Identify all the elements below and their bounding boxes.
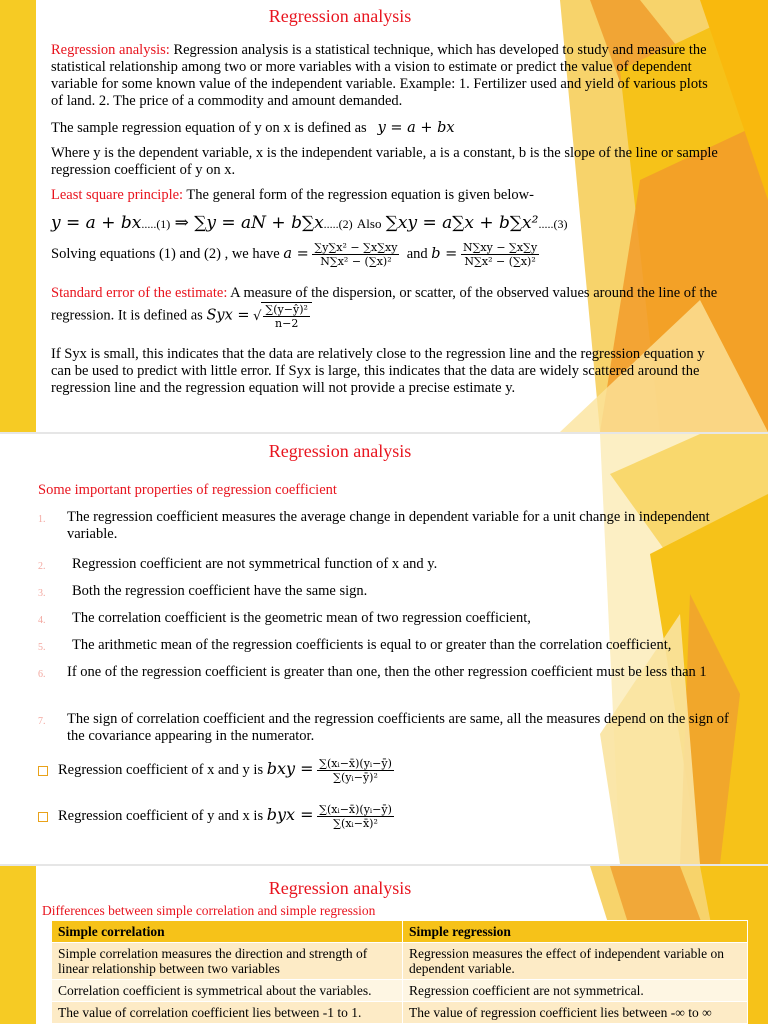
syx-denominator: n−2 bbox=[275, 317, 299, 330]
syx-lhs: Syx = bbox=[206, 307, 250, 324]
b-lhs: b = bbox=[431, 245, 458, 262]
list-item-number: 2. bbox=[38, 561, 46, 572]
slide-1 bbox=[0, 0, 768, 432]
standard-error-label: Standard error of the estimate: bbox=[51, 285, 228, 301]
a-denominator: N∑x² − (∑x)² bbox=[320, 255, 392, 268]
closing-paragraph: If Syx is small, this indicates that the data are relatively close to the regression line and the regression equation y can be used to predict with little error. If Syx is large, this indicates that the data are widely scattered around the regression line and the regression equation will not provide a precise estimate y. bbox=[51, 346, 705, 396]
checkbox-bullet-icon bbox=[38, 812, 48, 822]
list-item-text: The arithmetic mean of the regression coefficients is equal to or greater than the correlation coefficient, bbox=[72, 637, 672, 653]
b-numerator: N∑xy − ∑x∑y bbox=[462, 241, 538, 254]
intro-label: Regression analysis: bbox=[51, 42, 170, 58]
bxy-line bbox=[38, 757, 538, 784]
least-square-label: Least square principle: bbox=[51, 187, 184, 203]
byx-fraction bbox=[317, 803, 394, 830]
bxy-numerator: ∑(xᵢ−x̄)(yᵢ−ȳ) bbox=[319, 757, 392, 770]
b-fraction bbox=[461, 241, 539, 268]
solution-line bbox=[51, 241, 741, 268]
bxy-text: Regression coefficient of x and y is bbox=[58, 761, 264, 778]
list-item-text: If one of the regression coefficient is greater than one, then the other regression coefficient must be less than 1 bbox=[67, 664, 707, 680]
standard-error-paragraph bbox=[51, 285, 726, 330]
slide-title: Regression analysis bbox=[268, 878, 412, 898]
and-text: and bbox=[406, 245, 428, 262]
bxy-fraction bbox=[317, 757, 394, 784]
intro-text: Regression analysis is a statistical technique, which has developed to study and measure the statistical relationship among two or more variables with a vision to estimate or predict the value of dependent variable for some known value of the independent variable. Example: 1. Fertilizer used and yield of various plots of land. 2. The price of a commodity and amount demanded. bbox=[51, 42, 708, 109]
list-item-number: 4. bbox=[38, 615, 46, 626]
properties-list bbox=[36, 509, 736, 749]
equation-3-tag: .....(3) bbox=[538, 217, 568, 231]
slide-3 bbox=[0, 866, 768, 1024]
standard-error-text: A measure of the dispersion, or scatter, of the observed values around the line of the regression. It is defined as bbox=[51, 285, 718, 324]
table-row bbox=[52, 943, 748, 980]
equation-2-tag: .....(2) bbox=[323, 217, 353, 231]
table-cell: Regression measures the effect of independent variable on dependent variable. bbox=[403, 943, 748, 980]
equation-1: y = a + bx bbox=[51, 213, 142, 233]
bxy-denominator: ∑(yᵢ−ȳ)² bbox=[333, 771, 378, 784]
list-item-text: Both the regression coefficient have the same sign. bbox=[72, 583, 368, 599]
a-numerator: ∑y∑x² − ∑x∑xy bbox=[314, 241, 398, 254]
also-text: Also bbox=[356, 216, 382, 231]
list-item-number: 6. bbox=[38, 669, 46, 680]
normal-equations bbox=[51, 212, 731, 235]
byx-text: Regression coefficient of y and x is bbox=[58, 807, 264, 824]
where-paragraph: Where y is the dependent variable, x is the independent variable, a is a constant, b is the slope of the line or sample regression coefficient of y on x. bbox=[51, 145, 718, 178]
slide-title: Regression analysis bbox=[268, 6, 412, 26]
column-header: Simple correlation bbox=[52, 921, 403, 943]
sample-equation-line bbox=[51, 120, 719, 137]
table-cell: The value of regression coefficient lies between -∞ to ∞ bbox=[403, 1002, 748, 1024]
equation-1-tag: .....(1) bbox=[141, 217, 171, 231]
differences-subtitle: Differences between simple correlation and simple regression bbox=[42, 903, 376, 918]
comparison-table bbox=[51, 920, 748, 1024]
solving-text: Solving equations (1) and (2) , we have bbox=[51, 245, 280, 262]
table-row bbox=[52, 1002, 748, 1024]
slide-2 bbox=[0, 434, 768, 864]
list-item-number: 7. bbox=[38, 716, 46, 727]
sample-equation: y = a + bx bbox=[377, 120, 455, 136]
table-cell: The value of correlation coefficient lies between -1 to 1. bbox=[52, 1002, 403, 1024]
table-row bbox=[52, 980, 748, 1002]
list-item-text: Regression coefficient are not symmetrical function of x and y. bbox=[72, 556, 438, 572]
list-item-text: The regression coefficient measures the average change in dependent variable for a unit change in independent variable. bbox=[67, 509, 710, 542]
list-item-number: 1. bbox=[38, 514, 46, 525]
byx-lhs: byx = bbox=[266, 804, 314, 824]
syx-sqrt: √ $\frac{\text{∑(y−ŷ)²}}{n-2}$ bbox=[253, 302, 312, 330]
table-cell: Simple correlation measures the direction and strength of linear relationship between two variables bbox=[52, 943, 403, 980]
list-item-text: The sign of correlation coefficient and the regression coefficients are same, all the measures depend on the sign of the covariance appearing in the numerator. bbox=[67, 711, 729, 744]
left-accent-bar bbox=[0, 0, 36, 432]
bxy-lhs: bxy = bbox=[266, 758, 314, 778]
b-denominator: N∑x² − (∑x)² bbox=[464, 255, 536, 268]
equation-3: ∑xy = a∑x + b∑x² bbox=[385, 213, 539, 233]
least-square-line bbox=[51, 187, 719, 204]
syx-numerator: ∑(y−ŷ)² bbox=[265, 303, 308, 316]
list-item-number: 5. bbox=[38, 642, 46, 653]
sample-equation-text: The sample regression equation of y on x is defined as bbox=[51, 120, 367, 136]
column-header: Simple regression bbox=[403, 921, 748, 943]
a-fraction bbox=[312, 241, 399, 268]
properties-subtitle: Some important properties of regression coefficient bbox=[38, 482, 337, 498]
least-square-text: The general form of the regression equation is given below- bbox=[183, 187, 534, 203]
a-lhs: a = bbox=[283, 245, 309, 262]
byx-line bbox=[38, 803, 538, 830]
slide-title: Regression analysis bbox=[268, 441, 412, 461]
list-item-number: 3. bbox=[38, 588, 46, 599]
byx-denominator: ∑(xᵢ−x̄)² bbox=[333, 817, 378, 830]
equation-2: ⇒ ∑y = aN + b∑x bbox=[174, 213, 324, 233]
list-item-text: The correlation coefficient is the geometric mean of two regression coefficient, bbox=[72, 610, 531, 626]
checkbox-bullet-icon bbox=[38, 766, 48, 776]
byx-numerator: ∑(xᵢ−x̄)(yᵢ−ȳ) bbox=[319, 803, 392, 816]
table-cell: Regression coefficient are not symmetrical. bbox=[403, 980, 748, 1002]
intro-paragraph bbox=[51, 42, 719, 110]
table-cell: Correlation coefficient is symmetrical about the variables. bbox=[52, 980, 403, 1002]
table-header-row bbox=[52, 921, 748, 943]
